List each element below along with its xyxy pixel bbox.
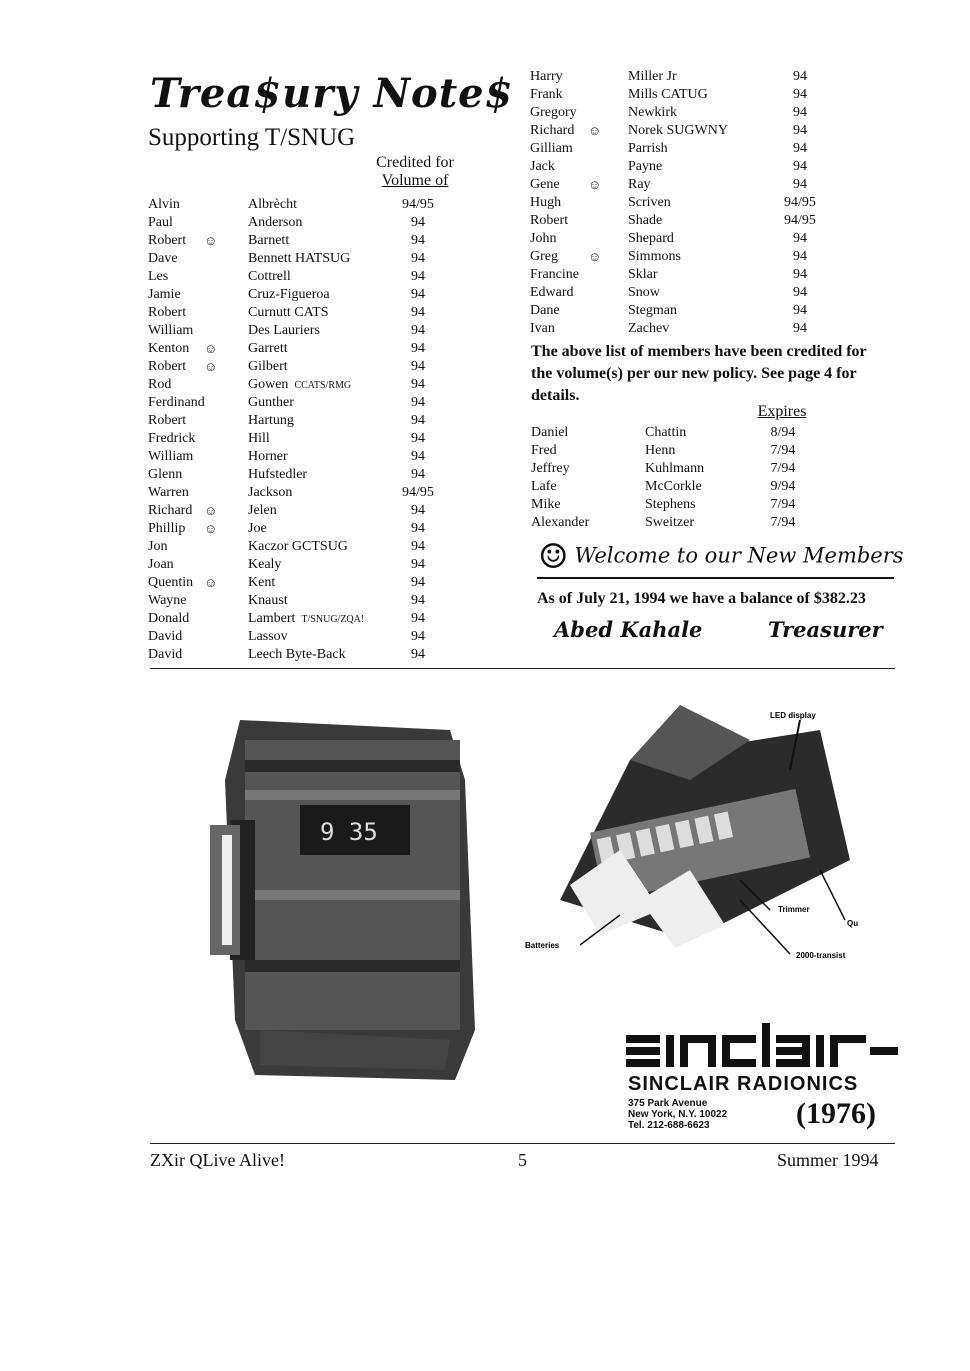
member-last-name-text: Albrècht — [248, 197, 297, 212]
member-volume: 94 — [793, 285, 807, 300]
member-last-name — [628, 266, 658, 284]
member-row — [148, 394, 478, 412]
member-row — [530, 320, 860, 338]
member-row — [531, 496, 861, 514]
member-row — [531, 460, 861, 478]
member-last-name-text: Knaust — [248, 593, 288, 608]
member-last-name — [248, 502, 277, 520]
expires-header: Expires — [757, 403, 807, 420]
member-row — [148, 574, 478, 592]
member-last-name-text: Henn — [645, 443, 676, 458]
member-row — [148, 502, 478, 520]
smiley-icon: ☺ — [204, 359, 218, 374]
member-last-name — [248, 556, 281, 574]
member-last-name — [248, 304, 329, 322]
member-volume: 94 — [411, 323, 425, 338]
member-last-name-text: Kealy — [248, 557, 282, 572]
member-volume: 94 — [411, 629, 425, 644]
member-volume: 94 — [411, 539, 425, 554]
member-last-name-text: Cruz-Figueroa — [248, 287, 330, 302]
member-volume: 94 — [411, 269, 425, 284]
member-first-name: Alvin — [148, 197, 180, 212]
member-last-name — [248, 214, 302, 232]
member-last-name-text: Shepard — [628, 231, 674, 246]
member-volume: 7/94 — [770, 497, 796, 512]
member-last-name-text: Joe — [248, 521, 267, 536]
member-first-name: Daniel — [531, 425, 569, 440]
member-last-name — [248, 358, 288, 376]
member-row — [530, 68, 860, 86]
circuit-board-illustration — [520, 700, 880, 960]
member-last-name-text: Norek SUGWNY — [628, 123, 728, 138]
member-first-name: Dane — [530, 303, 560, 318]
member-first-name: David — [148, 647, 183, 662]
member-last-name-text: Cottrell — [248, 269, 291, 284]
member-last-name — [248, 412, 294, 430]
member-row — [148, 304, 478, 322]
member-last-name-text: Curnutt CATS — [248, 305, 329, 320]
member-row — [530, 284, 860, 302]
member-volume: 94 — [411, 215, 425, 230]
batteries-label: Batteries — [525, 941, 560, 950]
member-last-name-text: Gunther — [248, 395, 294, 410]
smiley-icon: ☺ — [204, 233, 218, 248]
company-address — [628, 1098, 727, 1131]
member-first-name: Rod — [148, 377, 172, 392]
member-last-name-text: Lassov — [248, 629, 288, 644]
member-last-name-text: Garrett — [248, 341, 288, 356]
address-line: Tel. 212-688-6623 — [628, 1120, 710, 1131]
member-last-name — [248, 250, 350, 268]
member-last-name-text: Sweitzer — [645, 515, 694, 530]
member-last-name — [248, 196, 297, 214]
member-first-name: Richard — [148, 503, 193, 518]
member-volume: 94/95 — [784, 213, 816, 228]
member-first-name: Gene — [530, 177, 560, 192]
member-last-name — [628, 284, 660, 302]
member-first-name: Gregory — [530, 105, 577, 120]
member-row — [148, 358, 478, 376]
member-volume: 94 — [793, 177, 807, 192]
member-volume: 94 — [793, 231, 807, 246]
address-line: 375 Park Avenue — [628, 1098, 708, 1109]
member-row — [530, 176, 860, 194]
welcome-text: Welcome to our New Members — [574, 543, 904, 568]
member-row — [531, 424, 861, 442]
member-row — [148, 430, 478, 448]
member-last-name — [248, 538, 348, 556]
member-volume: 94 — [411, 647, 425, 662]
member-last-name-text: Des Lauriers — [248, 323, 320, 338]
member-row — [148, 412, 478, 430]
member-last-name — [248, 232, 289, 250]
member-last-name — [645, 514, 694, 532]
member-volume: 94 — [793, 69, 807, 84]
member-last-name-text: Mills CATUG — [628, 87, 708, 102]
member-first-name: Robert — [148, 305, 187, 320]
member-first-name: Quentin — [148, 575, 194, 590]
member-last-name — [248, 610, 364, 629]
member-first-name: Robert — [148, 233, 187, 248]
member-row — [148, 376, 478, 394]
member-row — [148, 232, 478, 250]
smiley-icon: ☺ — [538, 537, 569, 577]
member-volume: 8/94 — [770, 425, 796, 440]
member-last-name-text: Barnett — [248, 233, 290, 248]
member-row — [148, 286, 478, 304]
member-volume: 94 — [411, 305, 425, 320]
member-last-name — [628, 230, 674, 248]
qu-label: Qu — [847, 919, 859, 928]
member-last-name-text: Sklar — [628, 267, 658, 282]
member-row — [148, 484, 478, 502]
member-first-name: Harry — [530, 69, 563, 84]
page-title: Trea$ury Note$ — [150, 70, 514, 117]
member-volume: 94 — [793, 105, 807, 120]
led-watch-illustration — [200, 700, 490, 1100]
member-last-name-text: Ray — [628, 177, 651, 192]
member-last-name — [628, 320, 669, 338]
member-first-name: William — [148, 449, 194, 464]
member-row — [530, 266, 860, 284]
member-last-name-text: Stegman — [628, 303, 677, 318]
member-group-tag: CCATS/RMG — [294, 380, 352, 391]
member-last-name-text: Gilbert — [248, 359, 288, 374]
member-group-tag: T/SNUG/ZQA! — [301, 614, 365, 625]
member-row — [148, 556, 478, 574]
member-row — [148, 610, 478, 628]
member-first-name: Robert — [530, 213, 569, 228]
member-first-name: Lafe — [531, 479, 557, 494]
member-last-name-text: Miller Jr — [628, 69, 677, 84]
member-last-name-text: Newkirk — [628, 105, 677, 120]
member-first-name: Warren — [148, 485, 189, 500]
member-last-name — [645, 496, 696, 514]
member-volume: 94 — [793, 87, 807, 102]
member-last-name-text: Scriven — [628, 195, 671, 210]
member-last-name — [248, 628, 288, 646]
member-volume: 94 — [793, 159, 807, 174]
member-last-name-text: Jackson — [248, 485, 293, 500]
member-volume: 94 — [411, 395, 425, 410]
member-row — [148, 592, 478, 610]
member-row — [531, 442, 861, 460]
member-volume: 94 — [411, 521, 425, 536]
member-last-name-text: Shade — [628, 213, 663, 228]
member-last-name-text: Hufstedler — [248, 467, 308, 482]
member-first-name: Glenn — [148, 467, 183, 482]
member-last-name — [248, 340, 288, 358]
member-row — [530, 104, 860, 122]
ad-year: (1976) — [796, 1097, 876, 1130]
member-last-name-text: Jelen — [248, 503, 277, 518]
member-first-name: Alexander — [531, 515, 590, 530]
member-first-name: Wayne — [148, 593, 187, 608]
member-volume: 94/95 — [402, 197, 434, 212]
member-last-name-text: Payne — [628, 159, 663, 174]
treasurer-signature: Abed Kahale — [554, 617, 703, 642]
volume-of-label: Volume of — [381, 172, 449, 189]
member-row — [148, 322, 478, 340]
balance-text: As of July 21, 1994 we have a balance of $382.23 — [537, 590, 866, 607]
member-volume: 94 — [793, 249, 807, 264]
member-last-name-text: Parrish — [628, 141, 668, 156]
member-volume: 94 — [411, 413, 425, 428]
smiley-icon: ☺ — [204, 341, 218, 356]
company-name: SINCLAIR RADIONICS — [628, 1073, 859, 1095]
member-last-name-text: Horner — [248, 449, 288, 464]
member-first-name: Richard — [530, 123, 575, 138]
member-volume: 94/95 — [402, 485, 434, 500]
member-last-name — [248, 430, 270, 448]
member-last-name — [628, 194, 671, 212]
member-last-name — [248, 646, 346, 664]
member-volume: 94 — [411, 467, 425, 482]
member-row — [148, 268, 478, 286]
member-last-name — [248, 520, 267, 538]
trimmer-label: Trimmer — [778, 905, 810, 914]
smiley-icon: ☺ — [588, 123, 602, 138]
member-last-name-text: Anderson — [248, 215, 303, 230]
member-row — [530, 302, 860, 320]
member-last-name — [628, 86, 708, 104]
member-first-name: Fred — [531, 443, 557, 458]
member-row — [148, 466, 478, 484]
member-row — [148, 448, 478, 466]
member-last-name — [628, 68, 677, 86]
sinclair-logo — [626, 1023, 898, 1069]
member-volume: 94 — [793, 123, 807, 138]
member-volume: 9/94 — [770, 479, 796, 494]
member-last-name-text: Kaczor GCTSUG — [248, 539, 348, 554]
member-last-name-text: Hill — [248, 431, 270, 446]
member-last-name-text: Chattin — [645, 425, 687, 440]
member-row — [530, 212, 860, 230]
member-last-name — [248, 268, 291, 286]
footer-publication: ZXir QLive Alive! — [150, 1150, 285, 1170]
member-last-name — [645, 424, 686, 442]
member-volume: 94 — [411, 449, 425, 464]
member-row — [530, 194, 860, 212]
member-first-name: Joan — [148, 557, 174, 572]
member-volume: 94 — [411, 251, 425, 266]
member-first-name: Greg — [530, 249, 558, 264]
member-row — [148, 340, 478, 358]
member-volume: 94 — [411, 341, 425, 356]
credited-for-label: Credited for — [376, 154, 454, 171]
welcome-banner — [538, 537, 904, 577]
member-first-name: Ivan — [530, 321, 555, 336]
member-volume: 94 — [411, 377, 425, 392]
footer-issue: Summer 1994 — [777, 1150, 879, 1170]
divider — [150, 668, 895, 669]
member-first-name: Hugh — [530, 195, 562, 210]
member-volume: 94 — [793, 267, 807, 282]
member-last-name — [248, 376, 351, 395]
member-last-name — [645, 460, 704, 478]
member-first-name: John — [530, 231, 557, 246]
member-row — [530, 86, 860, 104]
member-first-name: William — [148, 323, 194, 338]
member-first-name: Mike — [531, 497, 561, 512]
member-row — [530, 230, 860, 248]
member-first-name: Fredrick — [148, 431, 196, 446]
member-last-name-text: Hartung — [248, 413, 294, 428]
member-volume: 7/94 — [770, 515, 796, 530]
member-last-name — [248, 592, 288, 610]
smiley-icon: ☺ — [204, 521, 218, 536]
member-volume: 94 — [793, 303, 807, 318]
member-first-name: Jamie — [148, 287, 181, 302]
member-volume: 94 — [411, 233, 425, 248]
member-row — [530, 248, 860, 266]
member-first-name: Les — [148, 269, 169, 284]
member-first-name: Jeffrey — [531, 461, 570, 476]
member-last-name-text: Gowen — [248, 377, 289, 392]
member-last-name-text: McCorkle — [645, 479, 702, 494]
member-row — [148, 628, 478, 646]
member-volume: 94 — [411, 575, 425, 590]
member-last-name — [628, 122, 728, 140]
member-volume: 94/95 — [784, 195, 816, 210]
member-last-name-text: Zachev — [628, 321, 670, 336]
member-volume: 94 — [411, 503, 425, 518]
member-first-name: Donald — [148, 611, 190, 626]
member-volume: 94 — [411, 557, 425, 572]
member-row — [148, 538, 478, 556]
member-last-name — [248, 448, 288, 466]
member-volume: 7/94 — [770, 461, 796, 476]
member-last-name-text: Simmons — [628, 249, 681, 264]
member-last-name — [645, 478, 702, 496]
smiley-icon: ☺ — [588, 249, 602, 264]
member-last-name-text: Lambert — [248, 611, 296, 626]
member-first-name: Robert — [148, 413, 187, 428]
member-first-name: Jack — [530, 159, 555, 174]
member-first-name: Jon — [148, 539, 168, 554]
member-last-name — [248, 286, 330, 304]
member-last-name-text: Kent — [248, 575, 276, 590]
transistor-label: 2000-transist — [796, 951, 846, 960]
member-first-name: Robert — [148, 359, 187, 374]
footer-page-number: 5 — [518, 1150, 527, 1170]
member-first-name: Frank — [530, 87, 563, 102]
page-subtitle: Supporting T/SNUG — [148, 124, 356, 151]
member-last-name-text: Leech Byte-Back — [248, 647, 346, 662]
member-first-name: Phillip — [148, 521, 186, 536]
member-last-name — [248, 394, 294, 412]
member-last-name — [248, 484, 292, 502]
smiley-icon: ☺ — [588, 177, 602, 192]
member-volume: 94 — [793, 321, 807, 336]
member-last-name — [628, 176, 651, 194]
credit-note: The above list of members have been credited for the volume(s) per our new policy. See page 4 for details. — [531, 343, 867, 404]
member-row — [530, 158, 860, 176]
smiley-icon: ☺ — [204, 503, 218, 518]
member-first-name: Francine — [530, 267, 579, 282]
divider — [537, 577, 894, 579]
member-last-name — [628, 302, 677, 320]
member-last-name — [628, 158, 662, 176]
member-first-name: Paul — [148, 215, 173, 230]
member-last-name — [248, 574, 275, 592]
treasurer-role: Treasurer — [768, 617, 883, 642]
member-first-name: Gilliam — [530, 141, 573, 156]
member-last-name-text: Bennett HATSUG — [248, 251, 351, 266]
led-display-label: LED display — [770, 711, 816, 720]
smiley-icon: ☺ — [204, 575, 218, 590]
member-volume: 94 — [411, 359, 425, 374]
member-row — [148, 196, 478, 214]
member-last-name-text: Stephens — [645, 497, 696, 512]
member-row — [531, 514, 861, 532]
member-first-name: Dave — [148, 251, 178, 266]
member-last-name — [628, 248, 681, 266]
member-volume: 94 — [411, 287, 425, 302]
member-first-name: Edward — [530, 285, 574, 300]
member-volume: 94 — [411, 611, 425, 626]
member-row — [530, 140, 860, 158]
member-first-name: Kenton — [148, 341, 190, 356]
member-last-name — [248, 466, 307, 484]
member-volume: 94 — [793, 141, 807, 156]
footer-divider — [150, 1143, 895, 1144]
member-volume: 94 — [411, 431, 425, 446]
member-last-name — [248, 322, 320, 340]
member-volume: 7/94 — [770, 443, 796, 458]
member-first-name: David — [148, 629, 183, 644]
member-row — [148, 520, 478, 538]
member-last-name — [628, 104, 677, 122]
member-row — [531, 478, 861, 496]
member-row — [148, 646, 478, 664]
member-row — [148, 214, 478, 232]
member-row — [530, 122, 860, 140]
member-last-name — [628, 212, 662, 230]
member-last-name — [628, 140, 668, 158]
member-last-name-text: Kuhlmann — [645, 461, 705, 476]
watch-display-text: 9 35 — [320, 818, 378, 846]
member-last-name-text: Snow — [628, 285, 660, 300]
member-last-name — [645, 442, 675, 460]
address-line: New York, N.Y. 10022 — [628, 1109, 728, 1120]
member-first-name: Ferdinand — [148, 395, 205, 410]
credited-header — [360, 154, 470, 190]
member-row — [148, 250, 478, 268]
member-volume: 94 — [411, 593, 425, 608]
